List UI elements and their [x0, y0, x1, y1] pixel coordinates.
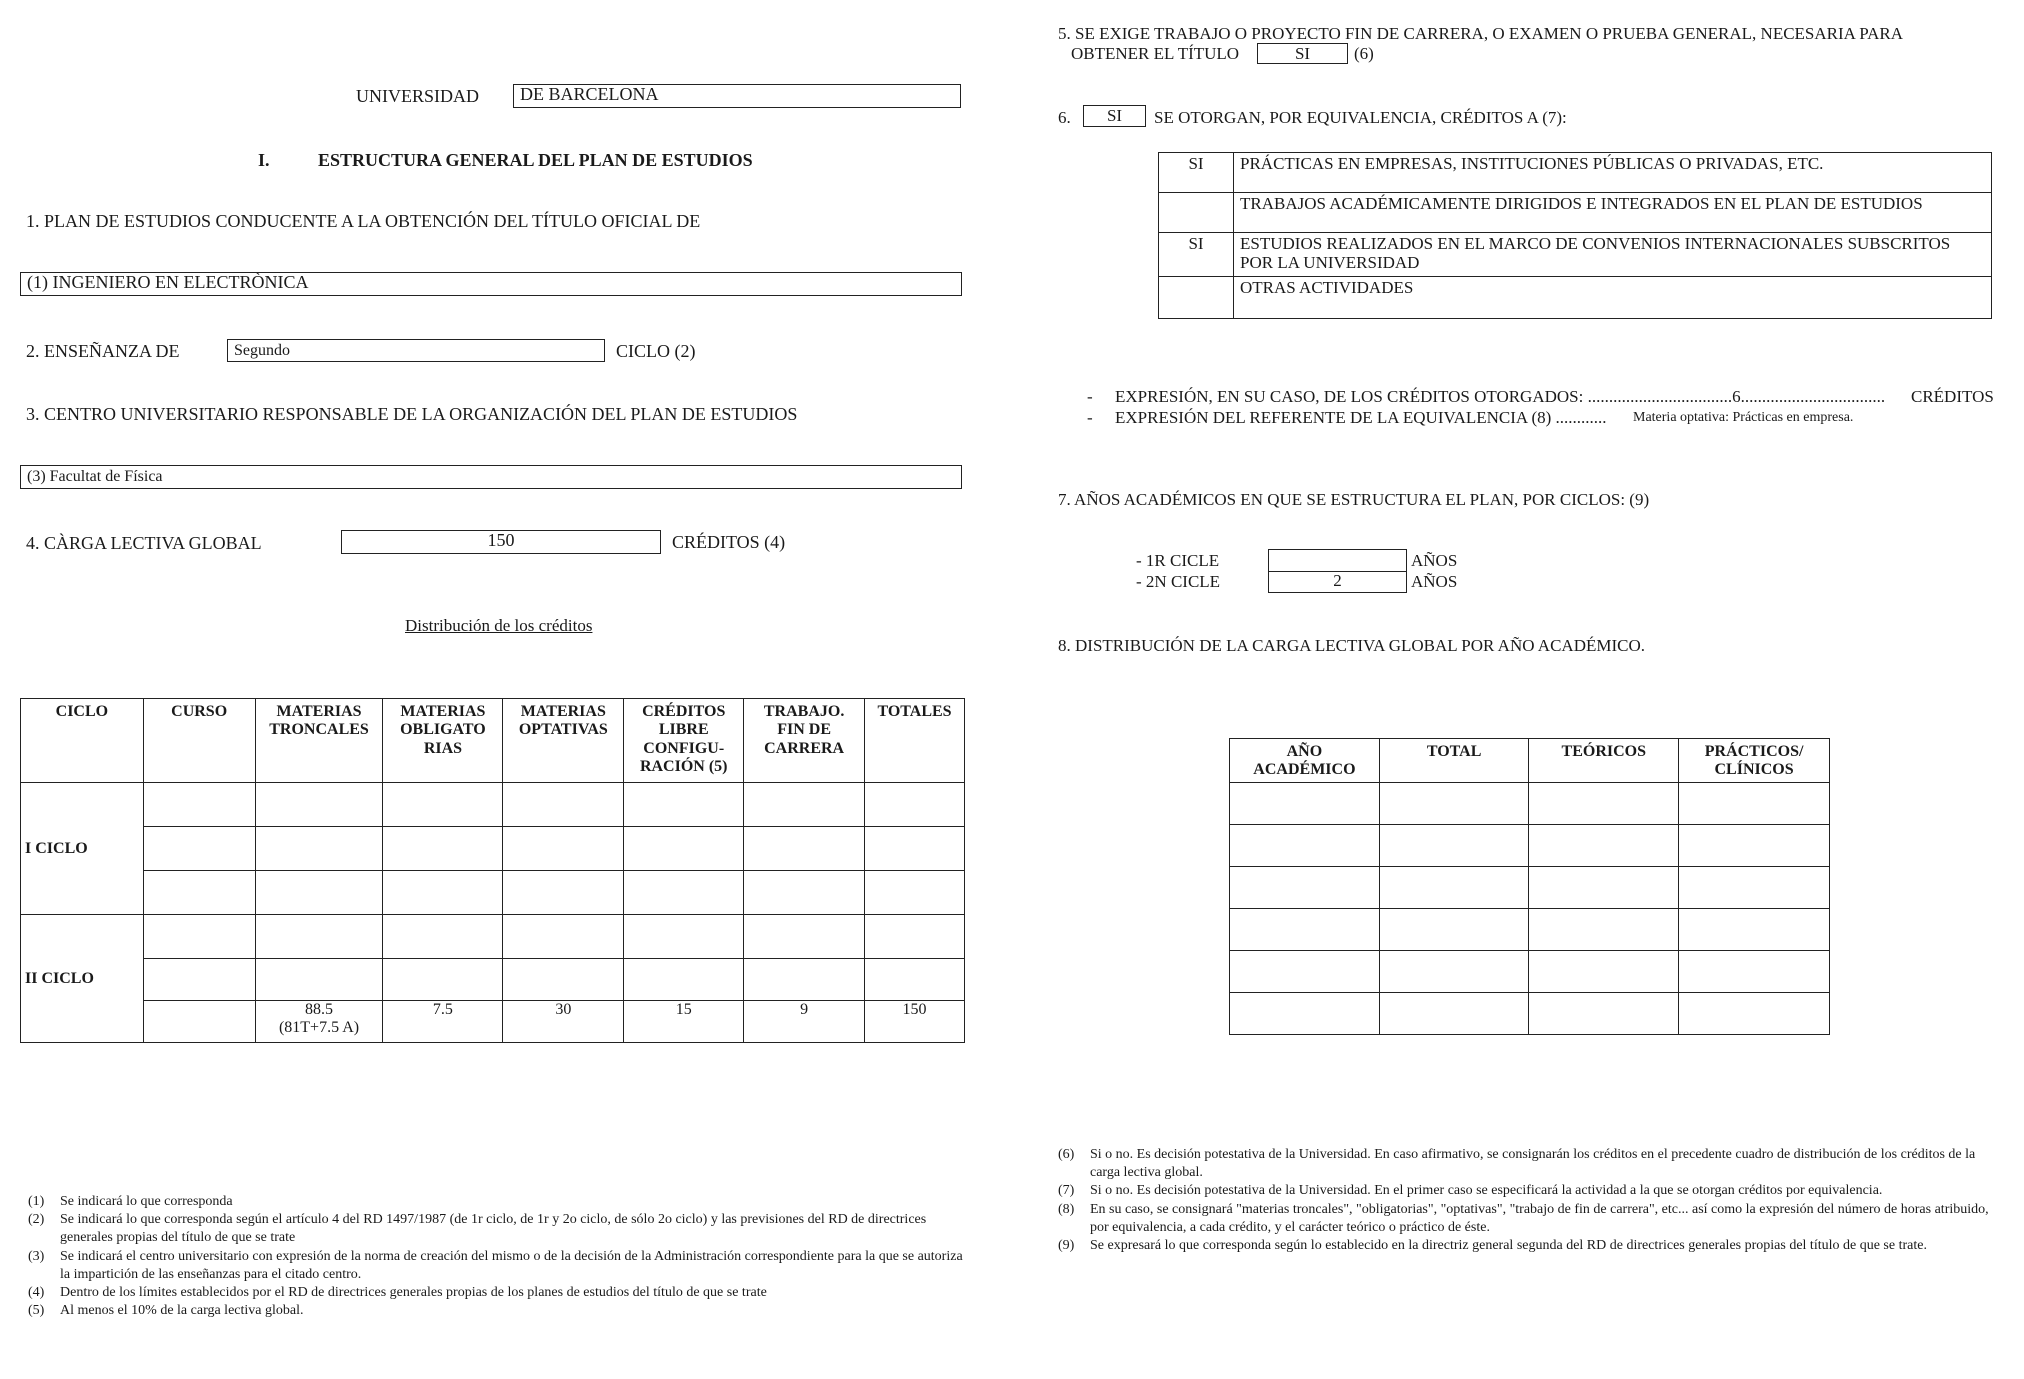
expr-referente-label: EXPRESIÓN DEL REFERENTE DE LA EQUIVALENCIA (8) ............: [1115, 408, 1607, 427]
table-cell[interactable]: [1679, 783, 1830, 825]
footnote: [1058, 1237, 2002, 1255]
table-cell[interactable]: [624, 871, 744, 915]
table-cell[interactable]: [1230, 951, 1380, 993]
footnote-number: (6): [1058, 1147, 1075, 1162]
total-libre[interactable]: 15: [624, 1001, 744, 1043]
table-cell[interactable]: [255, 915, 383, 959]
table-cell[interactable]: [1379, 993, 1529, 1035]
expr-creditos-suffix: CRÉDITOS: [1911, 387, 1994, 406]
footnote-text: Se indicará lo que corresponda: [60, 1194, 233, 1209]
table-cell[interactable]: [624, 915, 744, 959]
table-cell[interactable]: [1379, 909, 1529, 951]
table-cell[interactable]: [624, 783, 744, 827]
footnote-text: Al menos el 10% de la carga lectiva global.: [60, 1303, 304, 1319]
annual-load-table: [1229, 738, 1830, 1035]
cicle-1-field[interactable]: [1268, 549, 1407, 572]
footnote: [28, 1284, 978, 1302]
table-cell[interactable]: [1529, 825, 1679, 867]
ciclo-2-label: II CICLO: [21, 915, 144, 1043]
equiv-label: ESTUDIOS REALIZADOS EN EL MARCO DE CONVENIOS INTERNACIONALES SUBSCRITOS POR LA UNIVERSIDAD: [1234, 233, 1992, 277]
equiv-mark[interactable]: SI: [1159, 233, 1234, 277]
table-cell[interactable]: [503, 915, 624, 959]
table-cell[interactable]: [624, 959, 744, 1001]
table-cell[interactable]: [383, 827, 503, 871]
footnote-number: (3): [28, 1248, 45, 1264]
table-cell[interactable]: [865, 959, 965, 1001]
table-cell[interactable]: [744, 783, 865, 827]
table-cell[interactable]: [143, 1001, 255, 1043]
equiv-label: OTRAS ACTIVIDADES: [1234, 277, 1992, 319]
table-cell[interactable]: [143, 959, 255, 1001]
section-title: ESTRUCTURA GENERAL DEL PLAN DE ESTUDIOS: [318, 150, 753, 170]
footnote-number: (1): [28, 1194, 45, 1209]
table-cell[interactable]: [143, 783, 255, 827]
footnote: [28, 1193, 978, 1211]
item-4-suffix: CRÉDITOS (4): [672, 532, 786, 552]
table-cell[interactable]: [1679, 951, 1830, 993]
table-cell[interactable]: [744, 959, 865, 1001]
total-troncales-detail: (81T+7.5 A): [278, 1019, 360, 1036]
table-cell[interactable]: [143, 915, 255, 959]
footnote-text: Si o no. Es decisión potestativa de la Universidad. En el primer caso se especificará la actividad a la que se otorgan créditos por equivalencia.: [1090, 1183, 1883, 1199]
table-cell[interactable]: [865, 871, 965, 915]
left-footnotes: [28, 1193, 978, 1320]
table-cell[interactable]: [383, 871, 503, 915]
total-trabajo[interactable]: 9: [744, 1001, 865, 1043]
header-troncales: MATERIAS TRONCALES: [255, 699, 383, 783]
header-obligatorias: MATERIAS OBLIGATO RIAS: [383, 699, 503, 783]
table-cell[interactable]: [1679, 993, 1830, 1035]
table-cell[interactable]: [255, 827, 383, 871]
footnote-text: Se indicará el centro universitario con expresión de la norma de creación del mismo o de la decisión de la Administración correspondiente para la que se autoriza la impartición de las enseñanzas para el citado centro.: [60, 1248, 963, 1282]
distribution-title: Distribución de los créditos: [405, 616, 593, 635]
table-cell[interactable]: [1529, 783, 1679, 825]
table-cell[interactable]: [1379, 867, 1529, 909]
footnote-text: En su caso, se consignará "materias troncales", "obligatorias", "optativas", "trabajo de fin de carrera", etc... así como la expresión del número de horas atribuido, por equivalencia, a cada crédito, y el carácter teórico o práctico de éste.: [1090, 1201, 1989, 1235]
table-cell[interactable]: [865, 915, 965, 959]
item-3-label: 3. CENTRO UNIVERSITARIO RESPONSABLE DE LA ORGANIZACIÓN DEL PLAN DE ESTUDIOS: [26, 404, 798, 424]
table-cell[interactable]: [1230, 783, 1380, 825]
header-practicos: PRÁCTICOS/ CLÍNICOS: [1679, 739, 1830, 783]
item-5-line2: OBTENER EL TÍTULO: [1071, 44, 1240, 63]
table-cell[interactable]: [744, 871, 865, 915]
right-footnotes: [1058, 1146, 2002, 1255]
item-4-label: 4. CÀRGA LECTIVA GLOBAL: [26, 533, 262, 553]
item-6-text: SE OTORGAN, POR EQUIVALENCIA, CRÉDITOS A (7):: [1154, 108, 1567, 127]
table-cell[interactable]: [1529, 909, 1679, 951]
equiv-mark[interactable]: SI: [1159, 153, 1234, 193]
universidad-label: UNIVERSIDAD: [356, 86, 479, 106]
header-curso: CURSO: [143, 699, 255, 783]
header-total: TOTAL: [1379, 739, 1529, 783]
cicle-2-field[interactable]: 2: [1268, 571, 1407, 593]
footnote: [1058, 1182, 2002, 1200]
dash-icon: -: [1087, 387, 1093, 406]
table-cell[interactable]: [1679, 825, 1830, 867]
table-cell[interactable]: [1679, 909, 1830, 951]
universidad-field[interactable]: DE BARCELONA: [513, 84, 961, 108]
cicle-2-anos: AÑOS: [1411, 572, 1458, 591]
header-libre: CRÉDITOS LIBRE CONFIGU- RACIÓN (5): [624, 699, 744, 783]
table-cell[interactable]: [143, 827, 255, 871]
ensenanza-field[interactable]: Segundo: [227, 339, 605, 362]
table-cell[interactable]: [503, 871, 624, 915]
expr-creditos-label: EXPRESIÓN, EN SU CASO, DE LOS CRÉDITOS OTORGADOS: ..................................6..................................: [1115, 387, 1886, 406]
header-totales: TOTALES: [865, 699, 965, 783]
header-optativas: MATERIAS OPTATIVAS: [503, 699, 624, 783]
table-cell[interactable]: [255, 871, 383, 915]
table-cell[interactable]: [1529, 951, 1679, 993]
table-cell[interactable]: [1230, 825, 1380, 867]
table-cell[interactable]: [255, 783, 383, 827]
total-troncales-cell[interactable]: [255, 1001, 383, 1043]
footnote: [28, 1211, 978, 1247]
equiv-mark[interactable]: [1159, 193, 1234, 233]
table-cell[interactable]: [744, 915, 865, 959]
table-cell[interactable]: [1230, 993, 1380, 1035]
equiv-label: PRÁCTICAS EN EMPRESAS, INSTITUCIONES PÚBLICAS O PRIVADAS, ETC.: [1234, 153, 1992, 193]
credits-distribution-table: [20, 698, 965, 1043]
cicle-2-label: - 2N CICLE: [1136, 572, 1221, 591]
table-cell[interactable]: [503, 959, 624, 1001]
ciclo-1-label: I CICLO: [21, 783, 144, 915]
table-cell[interactable]: [1379, 951, 1529, 993]
titulo-field[interactable]: (1) INGENIERO EN ELECTRÒNICA: [20, 272, 962, 296]
header-teoricos: TEÓRICOS: [1529, 739, 1679, 783]
table-cell[interactable]: [383, 959, 503, 1001]
total-obligatorias[interactable]: 7.5: [383, 1001, 503, 1043]
table-cell[interactable]: [1230, 867, 1380, 909]
table-cell[interactable]: [1529, 867, 1679, 909]
dash-icon: -: [1087, 408, 1093, 427]
footnote-text: Se indicará lo que corresponda según el artículo 4 del RD 1497/1987 (de 1r ciclo, de 1r y 2o ciclo, de sólo 2o ciclo) y las previsiones del RD de directrices generales propias del título de que se trate: [60, 1212, 927, 1246]
table-cell[interactable]: [1379, 783, 1529, 825]
table-cell[interactable]: [503, 827, 624, 871]
equiv-mark[interactable]: [1159, 277, 1234, 319]
table-cell[interactable]: [1230, 909, 1380, 951]
trabajo-fin-field[interactable]: SI: [1257, 43, 1348, 64]
table-cell[interactable]: [865, 827, 965, 871]
footnote-text: Se expresará lo que corresponda según lo establecido en la directriz general segunda del RD de directrices generales propias del título de que se trate.: [1090, 1237, 1927, 1253]
footnote: [28, 1302, 978, 1320]
item-5-suffix: (6): [1354, 44, 1374, 63]
table-cell[interactable]: [383, 915, 503, 959]
footnote-number: (5): [28, 1303, 45, 1319]
equivalencia-field[interactable]: SI: [1083, 105, 1146, 127]
item-8-label: 8. DISTRIBUCIÓN DE LA CARGA LECTIVA GLOBAL POR AÑO ACADÉMICO.: [1058, 636, 1646, 655]
table-cell[interactable]: [1529, 993, 1679, 1035]
footnote: [28, 1248, 978, 1284]
footnote-number: (7): [1058, 1183, 1075, 1199]
item-2-label: 2. ENSEÑANZA DE: [26, 341, 180, 361]
cicle-1-anos: AÑOS: [1411, 551, 1458, 570]
footnote-number: (2): [28, 1212, 45, 1228]
centro-field[interactable]: (3) Facultat de Física: [20, 465, 962, 489]
table-cell[interactable]: [1679, 867, 1830, 909]
table-cell[interactable]: [383, 783, 503, 827]
table-cell[interactable]: [1379, 825, 1529, 867]
item-6-number: 6.: [1058, 108, 1071, 127]
table-cell[interactable]: [865, 783, 965, 827]
footnote-number: (9): [1058, 1237, 1075, 1253]
table-cell[interactable]: [624, 827, 744, 871]
equiv-label: TRABAJOS ACADÉMICAMENTE DIRIGIDOS E INTEGRADOS EN EL PLAN DE ESTUDIOS: [1234, 193, 1992, 233]
footnote-number: (8): [1058, 1201, 1075, 1217]
table-cell[interactable]: [744, 827, 865, 871]
footnote-text: Dentro de los límites establecidos por el RD de directrices generales propias de los planes de estudios del título de que se trate: [60, 1284, 767, 1300]
item-1-label: 1. PLAN DE ESTUDIOS CONDUCENTE A LA OBTENCIÓN DEL TÍTULO OFICIAL DE: [26, 211, 701, 231]
table-cell[interactable]: [255, 959, 383, 1001]
total-optativas[interactable]: 30: [503, 1001, 624, 1043]
footnote: [1058, 1201, 2002, 1237]
footnote-number: (4): [28, 1284, 45, 1300]
item-7-label: 7. AÑOS ACADÉMICOS EN QUE SE ESTRUCTURA EL PLAN, POR CICLOS: (9): [1058, 490, 1650, 509]
total-totales[interactable]: 150: [865, 1001, 965, 1043]
carga-field[interactable]: 150: [341, 530, 661, 554]
item-2-suffix: CICLO (2): [616, 341, 696, 361]
cicle-1-label: - 1R CICLE: [1136, 551, 1220, 570]
item-5-line1: 5. SE EXIGE TRABAJO O PROYECTO FIN DE CARRERA, O EXAMEN O PRUEBA GENERAL, NECESARIA PARA: [1058, 24, 1904, 43]
expr-referente-value: Materia optativa: Prácticas en empresa.: [1633, 410, 1854, 425]
footnote: [1058, 1146, 2002, 1182]
footnote-text: Si o no. Es decisión potestativa de la Universidad. En caso afirmativo, se consignarán los créditos en el precedente cuadro de distribución de los créditos de la carga lectiva global.: [1090, 1147, 1976, 1181]
header-ciclo: CICLO: [21, 699, 144, 783]
header-ano-academico: AÑO ACADÉMICO: [1230, 739, 1380, 783]
header-trabajo: TRABAJO. FIN DE CARRERA: [744, 699, 865, 783]
equivalence-table: [1158, 152, 1992, 319]
table-cell[interactable]: [503, 783, 624, 827]
table-cell[interactable]: [143, 871, 255, 915]
total-troncales: 88.5: [305, 1001, 334, 1018]
section-number: I.: [258, 150, 270, 170]
